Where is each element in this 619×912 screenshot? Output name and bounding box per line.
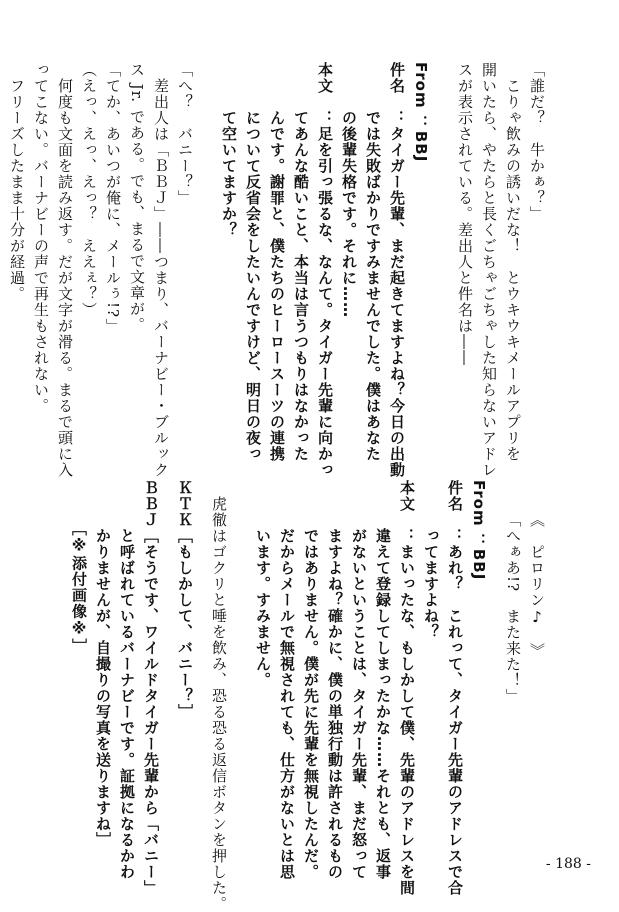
upper-text-block — [5, 62, 549, 478]
sound-effect-line: 《 ピロリン♪ 》 — [528, 512, 546, 659]
text-line: 「へ？ バニー？」 — [176, 62, 194, 206]
email-body-line: 本文 ：足を引っ張るな、なんて。タイガー先輩に向かっ — [316, 62, 334, 478]
email-subject-line: 件名 ：あれ？ これって、タイガー先輩のアドレスで合 — [446, 480, 464, 896]
email-subject-line: の後輩失格です。それに…… — [340, 62, 358, 318]
text-line: 開いたら、やたらと長くごちゃごちゃした知らないアドレ — [480, 62, 498, 478]
email-body-line: だからメールで無視されても、仕方がないとは思 — [278, 480, 296, 880]
text-line: 何度も文面を読み返す。だが文字が滑る。まるで頭に入 — [56, 62, 74, 478]
chat-message-line: ＫＴＫ［もしかして、バニー？］ — [176, 480, 194, 720]
text-line: 「へぁあ!? また来た！」 — [504, 512, 522, 705]
text-line: 「てか、あいつが俺に、メールぅ!?」 — [104, 62, 122, 335]
email-body-line: て空いてますか？ — [220, 62, 238, 238]
text-line: ってこない。バーナビーの声で再生もされない。 — [32, 62, 50, 414]
page-number: - 188 - — [545, 856, 591, 872]
email-body-line: 本文 ：まいったな、もしかして僕、先輩のアドレスを間 — [398, 480, 416, 896]
text-line: 虎徹はゴクリと唾を飲み、恐る恐る返信ボタンを押した。 — [210, 480, 228, 912]
email-body-line: について反省会をしたいんですけど、明日の夜っ — [244, 62, 262, 462]
email-body-line: てあんな酷いこと、本当は言うつもりはなかった — [292, 62, 310, 462]
chat-message-line: かりませんが、自撮りの写真を送りますね］ — [94, 480, 112, 848]
lower-text-block — [67, 480, 549, 912]
email-body-line: 違えて登録してしまったかな……それとも、返事 — [374, 480, 392, 880]
text-line: スが表示されている。差出人と件名は―― — [456, 62, 474, 366]
email-body-line: います。すみません。 — [254, 480, 272, 688]
email-body-line: ますよね？確かに、僕の単独行動は許されるもの — [326, 480, 344, 880]
email-subject-line: ってますよね？ — [422, 480, 440, 640]
text-line: こりゃ飲みの誘いだな！ とウキウキメールアプリを — [504, 62, 522, 462]
email-from-line: From ：BBJ — [470, 480, 488, 581]
email-body-line: んです。謝罪と、僕たちのヒーロースーツの連携 — [268, 62, 286, 462]
text-line: ス Jr. である。でも、まるで文章が。 — [128, 62, 146, 333]
text-line: 差出人は「ＢＢＪ」――つまり、バーナビー・ブルック — [152, 62, 170, 478]
email-body-line: ではありません。僕が先に先輩を無視したんだ。 — [302, 480, 320, 880]
chat-message-line: ＢＢＪ［そうです、ワイルドタイガー先輩から「バニー」 — [142, 480, 160, 896]
text-line: 「誰だ？ 牛かぁ？」 — [528, 62, 546, 222]
chat-message-line: と呼ばれているバーナビーです。証拠になるかわ — [118, 480, 136, 880]
email-subject-line: では失敗ばかりですみませんでした。僕はあなた — [364, 62, 382, 462]
email-body-line: がないということは、タイガー先輩、まだ怒って — [350, 480, 368, 880]
email-from-line: From ：BBJ — [412, 62, 430, 163]
chat-message-line: ［※添付画像※］ — [70, 480, 88, 655]
text-line: （えっ、えっ、えっ？ ええぇ？） — [80, 62, 98, 318]
email-subject-line: 件名 ：タイガー先輩、まだ起きてますよね？今日の出動 — [388, 62, 406, 478]
text-line: フリーズしたまま十分が経過。 — [8, 62, 26, 302]
